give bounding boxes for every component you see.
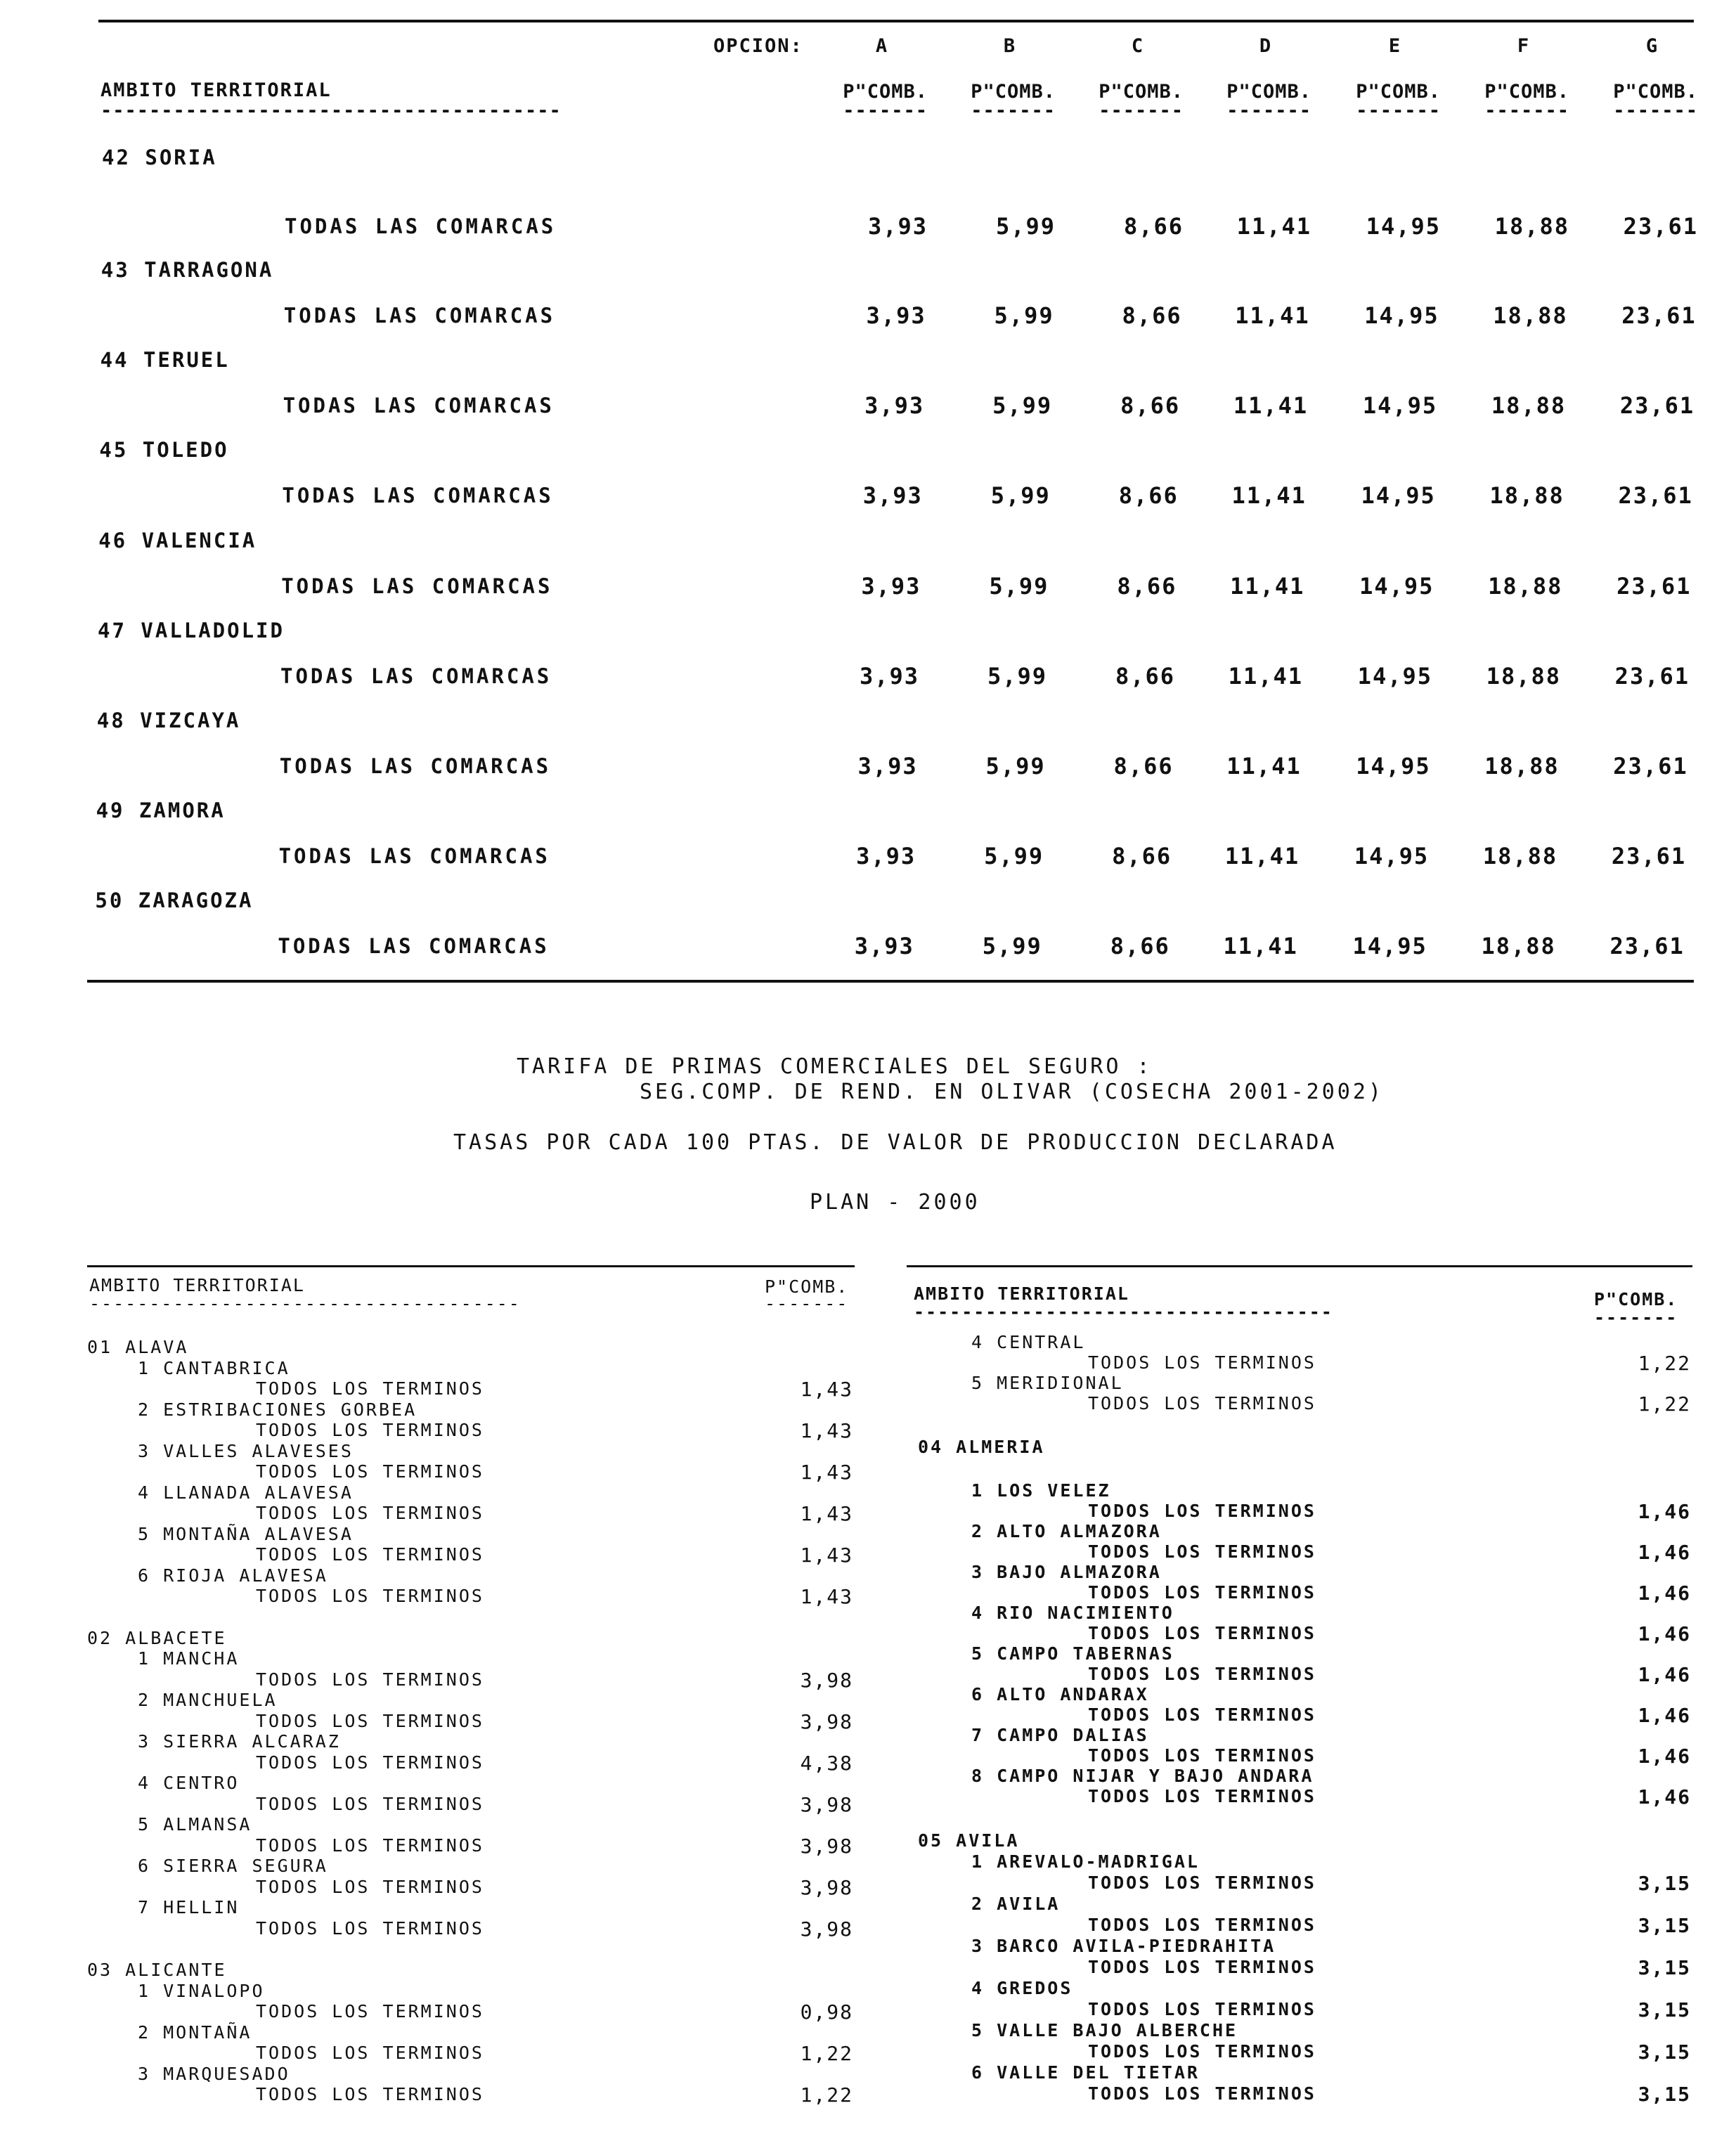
premium-value: 1,43 — [800, 1461, 853, 1484]
premium-value: 5,99 — [992, 392, 1053, 419]
comarca-label: 4 CENTRO — [138, 1773, 240, 1793]
term-label: TODOS LOS TERMINOS — [1088, 1786, 1316, 1806]
pcomb-header: P"COMB. — [843, 81, 928, 103]
right-ambito-underline: ----------------------------------- — [914, 1302, 1333, 1322]
term-label: TODOS LOS TERMINOS — [1088, 1623, 1316, 1643]
comarca-label: 7 HELLIN — [138, 1897, 240, 1917]
premium-value: 18,88 — [1484, 753, 1560, 780]
province-name: 01 ALAVA — [87, 1337, 189, 1357]
premium-value: 5,99 — [985, 753, 1046, 780]
comarca-label: 4 GREDOS — [971, 1978, 1073, 1998]
pcomb-header: P"COMB. — [1356, 81, 1441, 103]
premium-value: 3,98 — [800, 1875, 853, 1899]
premium-value: 1,46 — [1638, 1785, 1691, 1809]
premium-value: 3,93 — [856, 843, 916, 869]
premium-value: 23,61 — [1623, 213, 1698, 240]
comarca-label: 6 SIERRA SEGURA — [138, 1856, 328, 1876]
province-name: 03 ALICANTE — [87, 1960, 227, 1980]
province-name: 04 ALMERIA — [918, 1437, 1045, 1457]
premium-value: 14,95 — [1361, 482, 1436, 509]
left-ambito-label: AMBITO TERRITORIAL — [89, 1275, 305, 1295]
premium-value: 18,88 — [1491, 392, 1567, 419]
comarca-label: 3 VALLES ALAVESES — [138, 1440, 354, 1461]
premium-value: 3,93 — [861, 573, 921, 600]
premium-value: 23,61 — [1617, 573, 1692, 600]
premium-value: 3,98 — [800, 1917, 853, 1941]
comarca-label: TODAS LAS COMARCAS — [283, 304, 556, 328]
premium-value: 11,41 — [1231, 482, 1307, 509]
premium-value: 3,98 — [800, 1834, 853, 1858]
premium-value: 5,99 — [987, 663, 1047, 690]
term-label: TODOS LOS TERMINOS — [1088, 1393, 1316, 1414]
premium-value: 3,15 — [1638, 2040, 1691, 2064]
comarca-label: 7 CAMPO DALIAS — [971, 1725, 1149, 1745]
premium-value: 11,41 — [1223, 933, 1298, 959]
premium-value: 18,88 — [1489, 482, 1565, 509]
premium-value: 3,93 — [859, 663, 919, 690]
premium-value: 1,43 — [800, 1419, 853, 1442]
term-label: TODOS LOS TERMINOS — [1088, 1915, 1316, 1935]
premium-value: 8,66 — [1115, 663, 1175, 690]
comarca-label: 4 CENTRAL — [971, 1332, 1086, 1352]
term-label: TODOS LOS TERMINOS — [1088, 1541, 1316, 1562]
pcomb-header: P"COMB. — [1226, 81, 1311, 103]
province-name: 02 ALBACETE — [87, 1627, 227, 1648]
premium-value: 8,66 — [1120, 392, 1181, 419]
comarca-label: TODAS LAS COMARCAS — [283, 394, 555, 418]
province-name: 48 VIZCAYA — [96, 709, 241, 732]
premium-value: 1,22 — [1638, 1392, 1691, 1416]
top-rule — [98, 20, 1694, 22]
comarca-label: 3 MARQUESADO — [138, 2063, 290, 2084]
premium-value: 23,61 — [1611, 843, 1687, 869]
premium-value: 3,15 — [1638, 1956, 1691, 1979]
term-label: TODOS LOS TERMINOS — [1088, 1352, 1316, 1373]
plan-label: PLAN - 2000 — [810, 1190, 980, 1215]
term-label: TODOS LOS TERMINOS — [256, 1793, 484, 1814]
term-label: TODOS LOS TERMINOS — [1088, 1957, 1316, 1977]
term-label: TODOS LOS TERMINOS — [1088, 1664, 1316, 1684]
comarca-label: 2 MONTAÑA — [138, 2022, 252, 2043]
premium-value: 1,43 — [800, 1544, 853, 1567]
premium-value: 1,43 — [800, 1502, 853, 1525]
premium-value: 11,41 — [1224, 843, 1300, 869]
premium-value: 8,66 — [1112, 843, 1172, 869]
premium-value: 3,15 — [1638, 2083, 1691, 2106]
premium-value: 18,88 — [1486, 663, 1561, 690]
premium-value: 11,41 — [1226, 753, 1302, 780]
term-label: TODOS LOS TERMINOS — [256, 2043, 484, 2063]
comarca-label: TODAS LAS COMARCAS — [279, 754, 552, 778]
option-header: E — [1388, 35, 1402, 57]
pcomb-underline: ------- — [1613, 100, 1698, 122]
premium-value: 4,38 — [800, 1751, 853, 1775]
option-header: D — [1259, 35, 1273, 57]
premium-value: 1,22 — [800, 2042, 853, 2065]
comarca-label: 2 ESTRIBACIONES GORBEA — [138, 1399, 417, 1420]
comarca-label: 3 SIERRA ALCARAZ — [138, 1731, 341, 1752]
comarca-label: TODAS LAS COMARCAS — [278, 934, 550, 958]
premium-value: 3,93 — [864, 392, 925, 419]
left-col-label: P"COMB. — [765, 1276, 849, 1297]
comarca-label: 2 ALTO ALMAZORA — [971, 1521, 1162, 1541]
premium-value: 5,99 — [982, 933, 1042, 959]
option-header: G — [1645, 35, 1659, 57]
term-label: TODOS LOS TERMINOS — [256, 1669, 484, 1690]
premium-value: 1,46 — [1638, 1745, 1691, 1768]
premium-value: 3,93 — [862, 482, 923, 509]
option-header: A — [875, 35, 889, 57]
comarca-label: TODAS LAS COMARCAS — [281, 574, 553, 598]
premium-value: 1,46 — [1638, 1663, 1691, 1686]
pcomb-underline: ------- — [1356, 100, 1441, 122]
comarca-label: 2 AVILA — [971, 1894, 1061, 1914]
premium-value: 14,95 — [1362, 392, 1438, 419]
comarca-label: 3 BAJO ALMAZORA — [971, 1562, 1162, 1582]
premium-value: 23,61 — [1618, 482, 1693, 509]
premium-value: 5,99 — [989, 573, 1049, 600]
comarca-label: 4 LLANADA ALAVESA — [138, 1482, 354, 1503]
right-list-top-rule — [907, 1265, 1692, 1267]
tariff-title-line2: SEG.COMP. DE REND. EN OLIVAR (COSECHA 2001-2002) — [640, 1080, 1384, 1104]
premium-value: 14,95 — [1364, 302, 1439, 329]
pcomb-header: P"COMB. — [971, 81, 1056, 103]
pcomb-header: P"COMB. — [1484, 81, 1569, 103]
term-label: TODOS LOS TERMINOS — [256, 1461, 484, 1482]
province-name: 42 SORIA — [102, 145, 217, 169]
ambito-underline: -------------------------------------- — [101, 100, 562, 122]
term-label: TODOS LOS TERMINOS — [256, 1544, 484, 1565]
premium-value: 3,15 — [1638, 1872, 1691, 1895]
term-label: TODOS LOS TERMINOS — [1088, 1999, 1316, 2019]
comarca-label: 5 CAMPO TABERNAS — [971, 1643, 1174, 1664]
pcomb-header: P"COMB. — [1613, 81, 1698, 103]
pcomb-underline: ------- — [1099, 100, 1184, 122]
term-label: TODOS LOS TERMINOS — [256, 1752, 484, 1773]
premium-value: 3,98 — [800, 1709, 853, 1733]
province-name: 43 TARRAGONA — [101, 258, 274, 282]
premium-value: 8,66 — [1123, 213, 1184, 240]
premium-value: 23,61 — [1613, 753, 1688, 780]
tariff-title-line3: TASAS POR CADA 100 PTAS. DE VALOR DE PRODUCCION DECLARADA — [453, 1130, 1337, 1155]
premium-value: 23,61 — [1621, 302, 1697, 329]
premium-value: 5,99 — [990, 482, 1051, 509]
premium-value: 11,41 — [1235, 302, 1310, 329]
term-label: TODOS LOS TERMINOS — [1088, 1872, 1316, 1893]
term-label: TODOS LOS TERMINOS — [256, 1378, 484, 1399]
premium-value: 14,95 — [1352, 933, 1427, 959]
comarca-label: 5 MONTAÑA ALAVESA — [138, 1523, 354, 1544]
comarca-label: TODAS LAS COMARCAS — [278, 844, 550, 868]
comarca-label: 2 MANCHUELA — [138, 1690, 278, 1710]
premium-value: 8,66 — [1122, 302, 1182, 329]
option-header: C — [1131, 35, 1145, 57]
premium-value: 8,66 — [1110, 933, 1170, 959]
left-col-underline: ------- — [765, 1293, 849, 1314]
premium-value: 3,93 — [854, 933, 914, 959]
comarca-label: 1 LOS VELEZ — [971, 1480, 1111, 1501]
province-name: 46 VALENCIA — [98, 529, 257, 552]
term-label: TODOS LOS TERMINOS — [256, 1420, 484, 1440]
premium-value: 18,88 — [1494, 213, 1569, 240]
comarca-label: TODAS LAS COMARCAS — [280, 664, 552, 688]
premium-value: 3,15 — [1638, 1914, 1691, 1937]
right-col-label: P"COMB. — [1594, 1289, 1678, 1309]
premium-value: 8,66 — [1118, 482, 1179, 509]
opcion-label: OPCION: — [713, 35, 803, 57]
premium-value: 11,41 — [1230, 573, 1305, 600]
premium-value: 3,98 — [800, 1792, 853, 1816]
premium-value: 3,15 — [1638, 1998, 1691, 2022]
premium-value: 3,93 — [857, 753, 918, 780]
premium-value: 18,88 — [1493, 302, 1568, 329]
comarca-label: 6 VALLE DEL TIETAR — [971, 2062, 1200, 2083]
bottom-rule — [87, 980, 1694, 983]
comarca-label: TODAS LAS COMARCAS — [282, 484, 554, 507]
premium-value: 1,43 — [800, 1378, 853, 1401]
term-label: TODOS LOS TERMINOS — [256, 2084, 484, 2104]
premium-value: 14,95 — [1366, 213, 1441, 240]
premium-value: 1,46 — [1638, 1622, 1691, 1645]
premium-value: 0,98 — [800, 2000, 853, 2024]
comarca-label: 6 ALTO ANDARAX — [971, 1684, 1149, 1705]
term-label: TODOS LOS TERMINOS — [256, 1835, 484, 1856]
option-header: F — [1517, 35, 1531, 57]
premium-value: 1,22 — [800, 2083, 853, 2107]
comarca-label: 8 CAMPO NIJAR Y BAJO ANDARA — [971, 1766, 1314, 1786]
ambito-label: AMBITO TERRITORIAL — [101, 79, 332, 101]
pcomb-underline: ------- — [843, 100, 928, 122]
premium-value: 18,88 — [1488, 573, 1563, 600]
term-label: TODOS LOS TERMINOS — [256, 1710, 484, 1731]
province-name: 47 VALLADOLID — [98, 619, 285, 642]
comarca-label: 1 VINALOPO — [138, 1980, 265, 2001]
premium-value: 14,95 — [1354, 843, 1430, 869]
left-ambito-underline: ------------------------------------ — [89, 1293, 521, 1314]
comarca-label: 1 CANTABRICA — [138, 1357, 290, 1378]
province-name: 44 TERUEL — [100, 348, 230, 372]
term-label: TODOS LOS TERMINOS — [256, 1876, 484, 1897]
premium-value: 3,93 — [867, 213, 928, 240]
premium-value: 11,41 — [1233, 392, 1309, 419]
pcomb-underline: ------- — [1226, 100, 1311, 122]
premium-value: 1,43 — [800, 1585, 853, 1608]
province-name: 49 ZAMORA — [96, 798, 226, 822]
pcomb-header: P"COMB. — [1099, 81, 1184, 103]
term-label: TODOS LOS TERMINOS — [1088, 2041, 1316, 2062]
right-ambito-label: AMBITO TERRITORIAL — [914, 1283, 1129, 1304]
tariff-title-line1: TARIFA DE PRIMAS COMERCIALES DEL SEGURO : — [517, 1054, 1153, 1079]
premium-value: 1,46 — [1638, 1582, 1691, 1605]
premium-value: 11,41 — [1236, 213, 1311, 240]
premium-value: 14,95 — [1359, 573, 1434, 600]
comarca-label: 5 VALLE BAJO ALBERCHE — [971, 2020, 1238, 2040]
premium-value: 5,99 — [994, 302, 1054, 329]
comarca-label: TODAS LAS COMARCAS — [285, 214, 557, 238]
premium-value: 1,46 — [1638, 1500, 1691, 1523]
premium-value: 3,98 — [800, 1668, 853, 1692]
comarca-label: 6 RIOJA ALAVESA — [138, 1565, 328, 1586]
province-name: 05 AVILA — [918, 1830, 1020, 1851]
comarca-label: 1 MANCHA — [138, 1648, 240, 1669]
comarca-label: 4 RIO NACIMIENTO — [971, 1603, 1174, 1623]
province-name: 50 ZARAGOZA — [95, 888, 254, 912]
comarca-label: 3 BARCO AVILA-PIEDRAHITA — [971, 1936, 1276, 1956]
premium-value: 18,88 — [1481, 933, 1556, 959]
term-label: TODOS LOS TERMINOS — [1088, 1745, 1316, 1766]
comarca-label: 5 MERIDIONAL — [971, 1373, 1124, 1393]
premium-value: 23,61 — [1609, 933, 1685, 959]
term-label: TODOS LOS TERMINOS — [256, 1586, 484, 1606]
term-label: TODOS LOS TERMINOS — [256, 1917, 484, 1939]
term-label: TODOS LOS TERMINOS — [1088, 1582, 1316, 1603]
premium-value: 23,61 — [1619, 392, 1695, 419]
comarca-label: 1 AREVALO-MADRIGAL — [971, 1851, 1200, 1872]
premium-value: 5,99 — [995, 213, 1056, 240]
term-label: TODOS LOS TERMINOS — [256, 1503, 484, 1523]
term-label: TODOS LOS TERMINOS — [1088, 2083, 1316, 2104]
premium-value: 18,88 — [1482, 843, 1558, 869]
premium-value: 5,99 — [984, 843, 1044, 869]
premium-value: 1,46 — [1638, 1704, 1691, 1727]
top-premium-table — [0, 0, 1736, 998]
right-col-underline: ------- — [1594, 1307, 1678, 1328]
term-label: TODOS LOS TERMINOS — [256, 2001, 484, 2022]
premium-value: 1,22 — [1638, 1352, 1691, 1375]
province-name: 45 TOLEDO — [99, 438, 229, 462]
premium-value: 8,66 — [1117, 573, 1177, 600]
option-header: B — [1003, 35, 1017, 57]
premium-value: 14,95 — [1357, 663, 1432, 690]
left-list-top-rule — [87, 1265, 855, 1267]
pcomb-underline: ------- — [1484, 100, 1569, 122]
premium-value: 8,66 — [1113, 753, 1174, 780]
premium-value: 3,93 — [866, 302, 926, 329]
premium-value: 1,46 — [1638, 1541, 1691, 1564]
term-label: TODOS LOS TERMINOS — [1088, 1501, 1316, 1521]
term-label: TODOS LOS TERMINOS — [1088, 1705, 1316, 1725]
premium-value: 14,95 — [1356, 753, 1431, 780]
premium-value: 11,41 — [1228, 663, 1303, 690]
comarca-label: 5 ALMANSA — [138, 1814, 252, 1835]
pcomb-underline: ------- — [971, 100, 1056, 122]
premium-value: 23,61 — [1614, 663, 1690, 690]
